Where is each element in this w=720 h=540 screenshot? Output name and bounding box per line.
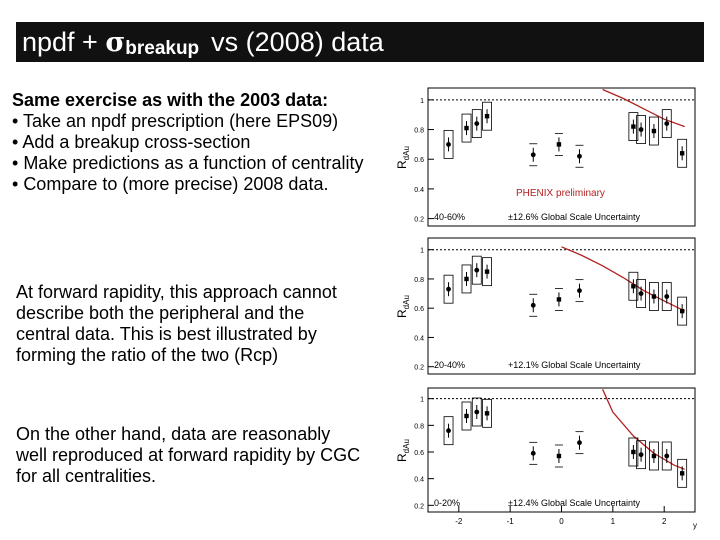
intro-text: Same exercise as with the 2003 data: <box>12 90 329 110</box>
y-tick-label: 0.8 <box>414 423 424 431</box>
y-tick-label: 0.4 <box>414 476 424 484</box>
data-point <box>631 284 635 288</box>
centrality-label: 20-40% <box>434 360 466 370</box>
y-tick-label: 0.8 <box>414 276 424 284</box>
bullet-item: • Compare to (more precise) 2008 data. <box>12 174 329 194</box>
title-suffix: vs (2008) data <box>211 26 384 57</box>
scale-uncertainty-label: +12.1% Global Scale Uncertainty <box>508 360 641 370</box>
x-tick-label: 2 <box>661 517 667 526</box>
data-point <box>652 294 656 298</box>
data-point <box>474 121 479 126</box>
bullet-item: • Take an npdf prescription (here EPS09) <box>12 111 339 131</box>
y-tick-label: 1 <box>420 396 424 404</box>
y-tick-label: 0.2 <box>414 364 424 372</box>
y-tick-label: 0.4 <box>414 335 424 343</box>
data-point <box>664 454 669 459</box>
y-tick-label: 0.6 <box>414 450 424 457</box>
y-tick-label: 1 <box>420 97 424 105</box>
centrality-label: 0-20% <box>434 498 461 508</box>
centrality-label: 40-60% <box>434 212 466 222</box>
data-point <box>531 152 536 157</box>
y-axis-label <box>395 439 411 462</box>
panel-0-20% <box>395 388 697 530</box>
data-point <box>652 129 656 133</box>
y-axis-label-sub: dAu <box>402 295 411 310</box>
scale-uncertainty-label: ±12.6% Global Scale Uncertainty <box>508 212 641 222</box>
y-axis-label <box>395 295 411 318</box>
data-point <box>557 454 561 458</box>
data-point <box>639 452 644 457</box>
data-point <box>680 471 684 475</box>
data-point <box>639 127 644 132</box>
title-sigma: σ <box>105 26 126 58</box>
data-point <box>531 303 536 308</box>
data-point <box>631 124 635 128</box>
plot-frame <box>428 388 695 512</box>
panel-40-60% <box>395 88 695 226</box>
x-tick-label: -2 <box>455 517 463 526</box>
data-point <box>577 154 582 159</box>
data-point <box>557 142 561 146</box>
y-tick-label: 0.2 <box>414 503 424 511</box>
data-point <box>446 142 451 147</box>
y-tick-label: 0.4 <box>414 186 424 194</box>
x-tick-label: 0 <box>559 517 564 526</box>
data-point <box>485 411 489 415</box>
slide-title <box>16 22 704 62</box>
plot-frame <box>428 238 695 374</box>
title-subscript: breakup <box>125 38 200 59</box>
bullet-item: • Make predictions as a function of centrality <box>12 153 364 173</box>
y-tick-label: 0.6 <box>414 157 424 165</box>
plot-frame <box>428 88 695 226</box>
data-point <box>577 440 582 445</box>
x-tick-label: 1 <box>610 517 616 526</box>
y-tick-label: 1 <box>420 247 424 255</box>
data-point <box>474 268 479 273</box>
y-axis-label-sub: dAu <box>402 146 411 161</box>
data-point <box>446 428 451 433</box>
y-axis-label <box>395 146 411 169</box>
data-point <box>664 294 669 299</box>
title-prefix: npdf + <box>22 26 106 57</box>
data-point <box>631 450 635 454</box>
bullet-item: • Add a breakup cross-section <box>12 132 251 152</box>
panel-20-40% <box>395 238 695 374</box>
y-axis-label-main: R <box>395 160 409 169</box>
x-tick-label: -1 <box>506 517 514 526</box>
data-point <box>652 454 656 458</box>
data-point <box>464 126 468 130</box>
data-point <box>485 114 489 118</box>
prediction-curve <box>603 90 685 127</box>
y-axis-label-main: R <box>395 309 409 318</box>
data-point <box>485 269 489 273</box>
y-axis-label-sub: dAu <box>402 439 411 454</box>
paragraph-cgc: On the other hand, data are reasonably well reproduced at forward rapidity by CGC for all centralities. <box>16 424 361 486</box>
data-point <box>531 451 536 456</box>
x-axis-label: y <box>693 521 697 530</box>
data-point <box>557 297 561 301</box>
y-axis-label-main: R <box>395 453 409 462</box>
data-point <box>664 121 669 126</box>
data-point <box>680 309 684 313</box>
paragraph-forward-rapidity: At forward rapidity, this approach cannot describe both the peripheral and the central data. This is best illustrated by forming the ratio of the two (Rcp) <box>16 282 337 365</box>
prediction-curve <box>603 389 685 469</box>
data-point <box>464 277 468 281</box>
data-point <box>639 291 644 296</box>
phenix-preliminary-label: PHENIX preliminary <box>516 188 605 199</box>
data-point <box>446 287 451 292</box>
data-point <box>680 151 684 155</box>
data-point <box>464 414 468 418</box>
y-tick-label: 0.6 <box>414 306 424 314</box>
scale-uncertainty-label: ±12.4% Global Scale Uncertainty <box>508 498 641 508</box>
bullet-list <box>12 111 392 195</box>
rdau-figure <box>390 78 705 540</box>
data-point <box>577 288 582 293</box>
data-point <box>474 410 479 415</box>
y-tick-label: 0.2 <box>414 216 424 224</box>
bullet-block <box>12 90 392 195</box>
y-tick-label: 0.8 <box>414 127 424 135</box>
